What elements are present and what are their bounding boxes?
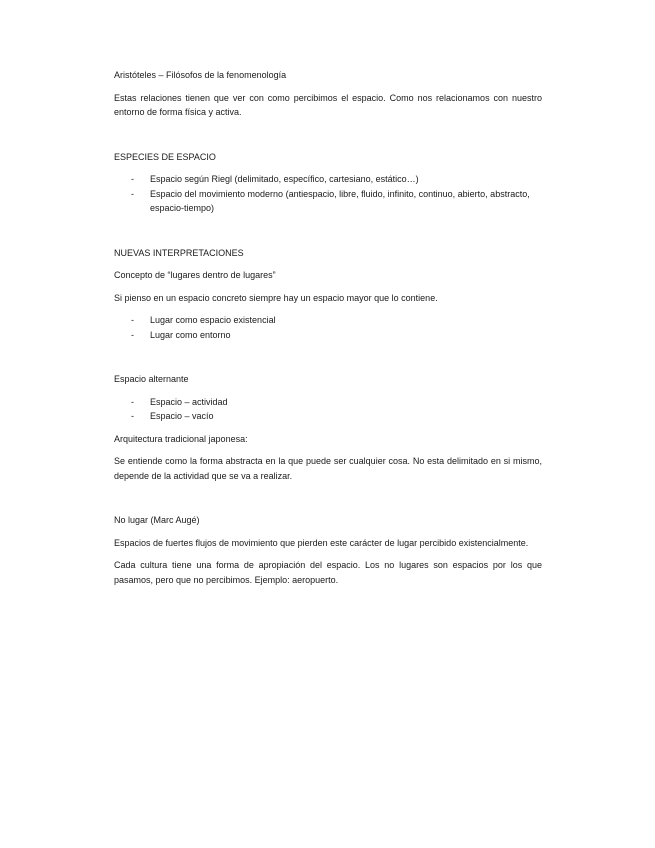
list-item-text: Espacio según Riegl (delimitado, específico, cartesiano, estático…)	[150, 174, 419, 184]
list-item-text: Espacio – vacío	[150, 411, 214, 421]
list-item	[114, 313, 542, 328]
spacer	[114, 224, 542, 246]
document-page	[114, 68, 542, 595]
list-item	[114, 328, 542, 343]
section-heading-nolugar: No lugar (Marc Augé)	[114, 515, 200, 525]
section-heading-especies: ESPECIES DE ESPACIO	[114, 151, 216, 162]
list-item-text: Lugar como espacio existencial	[150, 315, 276, 325]
list-item	[114, 395, 542, 410]
bullet-marker: -	[131, 396, 134, 407]
bullet-list-alternante	[114, 395, 542, 424]
bullet-list-lugar	[114, 313, 542, 342]
spacer	[114, 128, 542, 150]
list-item-text: Espacio del movimiento moderno (antiespacio, libre, fluido, infinito, continuo, abierto, abstracto, espacio-tiempo)	[150, 188, 530, 213]
subheading-lugares: Concepto de “lugares dentro de lugares”	[114, 270, 276, 280]
spacer	[114, 350, 542, 372]
spacer	[114, 491, 542, 513]
list-item	[114, 187, 542, 216]
bullet-list-especies	[114, 172, 542, 216]
list-item-text: Espacio – actividad	[150, 396, 228, 407]
paragraph-nolugar-2: Cada cultura tiene una forma de apropiación del espacio. Los no lugares son espacios por los que pasamos, pero que no percibimos. Ejemplo: aeropuerto.	[114, 560, 542, 585]
subheading-japonesa: Arquitectura tradicional japonesa:	[114, 433, 248, 444]
section-heading-alternante: Espacio alternante	[114, 374, 189, 384]
bullet-marker: -	[131, 329, 134, 340]
bullet-marker: -	[131, 315, 134, 325]
list-item-text: Lugar como entorno	[150, 329, 231, 340]
bullet-marker: -	[131, 188, 134, 199]
section-heading-nuevas: NUEVAS INTERPRETACIONES	[114, 247, 244, 258]
paragraph-lugares: Si pienso en un espacio concreto siempre hay un espacio mayor que lo contiene.	[114, 292, 438, 303]
intro-paragraph: Estas relaciones tienen que ver con como percibimos el espacio. Como nos relacionamos con nuestro entorno de forma física y activa.	[114, 92, 542, 117]
bullet-marker: -	[131, 411, 134, 421]
bullet-marker: -	[131, 174, 134, 184]
paragraph-nolugar-1: Espacios de fuertes flujos de movimiento que pierden este carácter de lugar percibido existencialmente.	[114, 537, 529, 548]
list-item	[114, 409, 542, 424]
document-title: Aristóteles – Filósofos de la fenomenología	[114, 70, 287, 80]
list-item	[114, 172, 542, 187]
paragraph-japonesa: Se entiende como la forma abstracta en la que puede ser cualquier cosa. No esta delimitado en si mismo, depende de la actividad que se va a realizar.	[114, 456, 542, 481]
